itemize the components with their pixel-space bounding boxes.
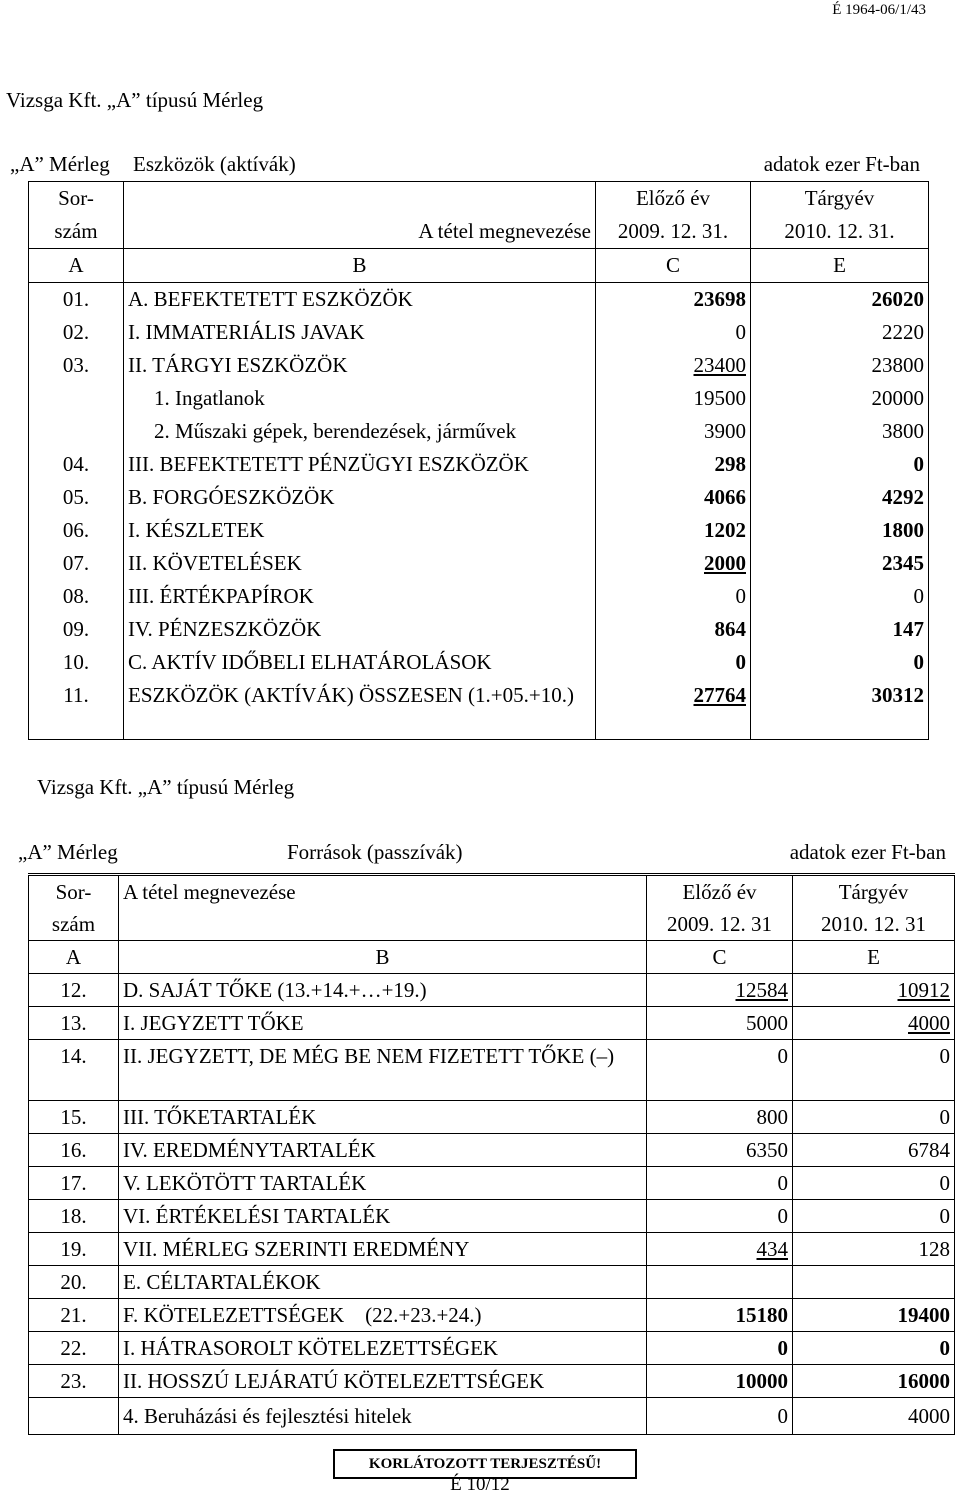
hdr-item-name: A tétel megnevezése: [119, 875, 647, 909]
table-row: 13. I. JEGYZETT TŐKE 5000 4000: [29, 1007, 955, 1040]
liabilities-company-title: Vizsga Kft. „A” típusú Mérleg: [37, 775, 295, 799]
assets-table: [28, 181, 929, 740]
hdr-prev-year: Előző év: [647, 875, 793, 909]
table-row: 07. II. KÖVETELÉSEK 2000 2345: [29, 547, 929, 580]
hdr-col-e: E: [793, 941, 955, 974]
hdr-curr-year: Tárgyév: [793, 875, 955, 909]
table-row: 20. E. CÉLTARTALÉKOK: [29, 1266, 955, 1299]
assets-balance-label: „A” Mérleg: [10, 152, 110, 176]
table-row: 08. III. ÉRTÉKPAPÍROK 0 0: [29, 580, 929, 613]
table-row: 15. III. TŐKETARTALÉK 800 0: [29, 1101, 955, 1134]
assets-section-label: Eszközök (aktívák): [133, 152, 296, 176]
table-row: 02. I. IMMATERIÁLIS JAVAK 0 2220: [29, 316, 929, 349]
table-row: 1. Ingatlanok 19500 20000: [29, 382, 929, 415]
hdr-sor: Sor-: [29, 182, 124, 216]
hdr-szam: szám: [29, 215, 124, 249]
hdr-col-b: B: [124, 249, 596, 283]
hdr-curr-year: Tárgyév: [751, 182, 929, 216]
table-row: 11. ESZKÖZÖK (AKTÍVÁK) ÖSSZESEN (1.+05.+10.) 27764 30312: [29, 679, 929, 740]
table-row: 10. C. AKTÍV IDŐBELI ELHATÁROLÁSOK 0 0: [29, 646, 929, 679]
document-id: É 1964-06/1/43: [832, 2, 926, 18]
hdr-col-a: A: [29, 249, 124, 283]
table-row: 21. F. KÖTELEZETTSÉGEK (22.+23.+24.) 15180 19400: [29, 1299, 955, 1332]
hdr-szam: szám: [29, 908, 119, 941]
hdr-col-c: C: [647, 941, 793, 974]
hdr-sor: Sor-: [29, 875, 119, 909]
liabilities-balance-label: „A” Mérleg: [18, 840, 118, 864]
hdr-col-b: B: [119, 941, 647, 974]
table-row: 17. V. LEKÖTÖTT TARTALÉK 0 0: [29, 1167, 955, 1200]
liabilities-table: [28, 873, 955, 1435]
assets-unit-label: adatok ezer Ft-ban: [763, 152, 920, 176]
table-row: 2. Műszaki gépek, berendezések, járművek 3900 3800: [29, 415, 929, 448]
restricted-distribution-stamp: KORLÁTOZOTT TERJESZTÉSŰ!: [333, 1449, 637, 1479]
table-row: 16. IV. EREDMÉNYTARTALÉK 6350 6784: [29, 1134, 955, 1167]
table-row: 4. Beruházási és fejlesztési hitelek 0 4000: [29, 1398, 955, 1435]
table-row: 09. IV. PÉNZESZKÖZÖK 864 147: [29, 613, 929, 646]
hdr-curr-date: 2010. 12. 31.: [751, 215, 929, 249]
liabilities-section-label: Források (passzívák): [287, 840, 463, 864]
table-row: 12. D. SAJÁT TŐKE (13.+14.+…+19.) 12584 10912: [29, 974, 955, 1007]
table-row: 19. VII. MÉRLEG SZERINTI EREDMÉNY 434 128: [29, 1233, 955, 1266]
table-row: 01. A. BEFEKTETETT ESZKÖZÖK 23698 26020: [29, 283, 929, 317]
table-row: 04. III. BEFEKTETETT PÉNZÜGYI ESZKÖZÖK 298 0: [29, 448, 929, 481]
hdr-col-a: A: [29, 941, 119, 974]
hdr-col-c: C: [596, 249, 751, 283]
hdr-col-e: E: [751, 249, 929, 283]
table-row: 22. I. HÁTRASOROLT KÖTELEZETTSÉGEK 0 0: [29, 1332, 955, 1365]
hdr-prev-year: Előző év: [596, 182, 751, 216]
table-row: 05. B. FORGÓESZKÖZÖK 4066 4292: [29, 481, 929, 514]
liabilities-unit-label: adatok ezer Ft-ban: [789, 840, 946, 864]
hdr-prev-date: 2009. 12. 31: [647, 908, 793, 941]
table-row: 14. II. JEGYZETT, DE MÉG BE NEM FIZETETT TŐKE (–) 0 0: [29, 1040, 955, 1101]
table-row: 18. VI. ÉRTÉKELÉSI TARTALÉK 0 0: [29, 1200, 955, 1233]
table-row: 23. II. HOSSZÚ LEJÁRATÚ KÖTELEZETTSÉGEK 10000 16000: [29, 1365, 955, 1398]
page-number: É 10/12: [450, 1474, 510, 1495]
hdr-item-name: A tétel megnevezése: [124, 215, 596, 249]
hdr-prev-date: 2009. 12. 31.: [596, 215, 751, 249]
hdr-curr-date: 2010. 12. 31: [793, 908, 955, 941]
table-row: 03. II. TÁRGYI ESZKÖZÖK 23400 23800: [29, 349, 929, 382]
assets-company-title: Vizsga Kft. „A” típusú Mérleg: [6, 88, 264, 112]
table-row: 06. I. KÉSZLETEK 1202 1800: [29, 514, 929, 547]
